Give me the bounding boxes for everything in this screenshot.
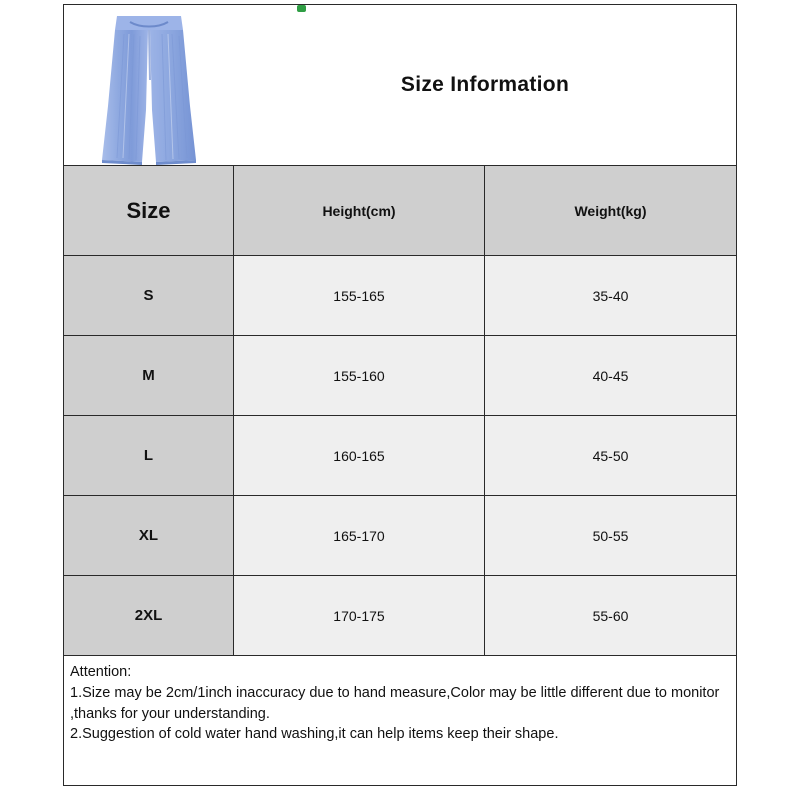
table-row (64, 576, 736, 656)
table-row (64, 416, 736, 496)
cell-height: 170-175 (234, 576, 485, 655)
cell-height: 160-165 (234, 416, 485, 495)
cell-height: 155-160 (234, 336, 485, 415)
table-header-row (64, 166, 736, 256)
cell-weight: 45-50 (485, 416, 736, 495)
column-header-size: Size (64, 166, 234, 255)
chart-header (64, 5, 736, 166)
table-row (64, 336, 736, 416)
cell-weight: 50-55 (485, 496, 736, 575)
cell-size: XL (64, 496, 234, 575)
product-image-cell (64, 5, 234, 165)
column-header-height: Height(cm) (234, 166, 485, 255)
attention-section (64, 656, 736, 785)
cell-size: M (64, 336, 234, 415)
cell-size: L (64, 416, 234, 495)
column-header-weight: Weight(kg) (485, 166, 736, 255)
table-row (64, 256, 736, 336)
size-table (64, 166, 736, 656)
size-chart-container (63, 4, 737, 786)
page-title: Size Information (400, 73, 570, 97)
attention-line-2: 2.Suggestion of cold water hand washing,it can help items keep their shape. (70, 726, 559, 743)
attention-line-1: 1.Size may be 2cm/1inch inaccuracy due to hand measure,Color may be little different due to monitor ,thanks for your understanding. (70, 684, 724, 722)
cell-weight: 40-45 (485, 336, 736, 415)
cell-height: 155-165 (234, 256, 485, 335)
cell-weight: 35-40 (485, 256, 736, 335)
pants-illustration-icon (84, 10, 214, 165)
cell-weight: 55-60 (485, 576, 736, 655)
cell-size: 2XL (64, 576, 234, 655)
cell-height: 165-170 (234, 496, 485, 575)
chart-title-cell (234, 5, 736, 165)
green-marker-icon (297, 5, 306, 12)
cell-size: S (64, 256, 234, 335)
table-row (64, 496, 736, 576)
attention-title: Attention: (70, 664, 132, 681)
